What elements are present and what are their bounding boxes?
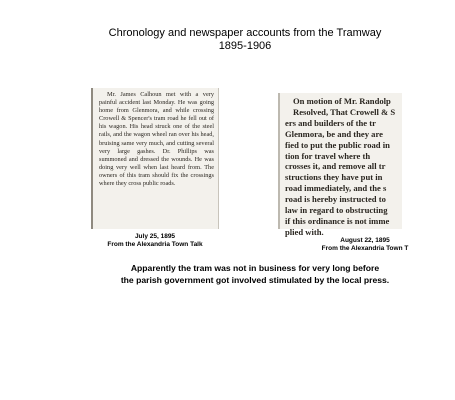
newspaper-clipping-august: [278, 93, 402, 237]
clipping-line: Glenmora, be and they are: [285, 128, 383, 139]
clipping-line: law in regard to obstructing: [285, 205, 388, 216]
caption-date: July 25, 1895: [134, 233, 176, 240]
caption-date: August 22, 1895: [340, 237, 390, 244]
clipping-line: plied with.: [285, 226, 324, 237]
clipping-line: road is hereby instructed to: [285, 194, 386, 205]
newspaper-clipping-july: [91, 88, 219, 229]
commentary-line-1: Apparently the tram was not in business for very long before: [130, 263, 380, 273]
clipping-line: Resolved, That Crowell & S: [293, 106, 396, 117]
clipping-line: crosses it, and remove all tr: [285, 161, 386, 172]
clipping-line: if this ordinance is not imme: [285, 215, 390, 226]
page-title-line-1: Chronology and newspaper accounts from the Tramway: [108, 27, 382, 39]
caption-source: From the Alexandria Town Talk: [107, 241, 203, 248]
clipping-line: tion for travel where th: [285, 150, 371, 161]
commentary-line-2: the parish government got involved stimulated by the local press.: [120, 275, 390, 285]
clipping-line: fied to put the public road in: [285, 139, 390, 150]
commentary: [100, 262, 410, 286]
clipping-line: On motion of Mr. Randolp: [293, 96, 391, 106]
clipping-line: ers and builders of the tr: [285, 117, 376, 128]
caption-source: From the Alexandria Town T: [321, 245, 409, 252]
clipping-caption-august: [300, 237, 430, 253]
clipping-line: road immediately, and the s: [285, 183, 387, 194]
clipping-caption-july: [90, 233, 220, 249]
page-title-line-2: 1895-1906: [218, 40, 272, 52]
clipping-text: Mr. James Calhoun met with a very painful accident last Monday. He was going home from Glenmora, and while crossing Crowell & Spencer's tram road he fell out of his wagon. His head struck one of the steel rails, and the wagon wheel ran over his head, bruising same very much, and cutting several very large gashes. Dr. Phillips was summoned and dressed the wounds. He was doing very well when last heard from. The owners of this tram should fix the crossings where they cross public roads.: [99, 91, 214, 188]
page-title: [100, 27, 390, 53]
clipping-line: structions they have put in: [285, 172, 383, 183]
